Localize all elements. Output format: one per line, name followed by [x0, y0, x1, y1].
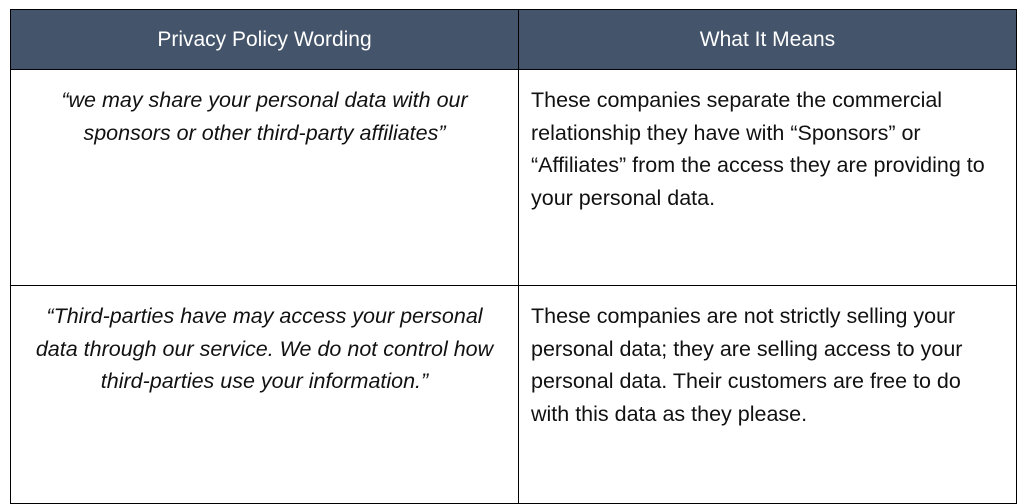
header-privacy-policy-wording: Privacy Policy Wording: [11, 10, 519, 70]
meaning-cell: These companies separate the commercial relationship they have with “Sponsors” or “Affiliates” from the access they are providing to your personal data.: [519, 70, 1017, 286]
meaning-cell: These companies are not strictly selling your personal data; they are selling access to your personal data. Their customers are free to do with this data as they please.: [519, 286, 1017, 504]
privacy-policy-table: [10, 9, 1017, 504]
table-row: [11, 286, 1017, 504]
header-row: [11, 10, 1017, 70]
header-what-it-means: What It Means: [519, 10, 1017, 70]
policy-wording-cell: “we may share your personal data with our sponsors or other third-party affiliates”: [11, 70, 519, 286]
table-body: [11, 70, 1017, 504]
table-row: [11, 70, 1017, 286]
table-header: [11, 10, 1017, 70]
policy-wording-cell: “Third-parties have may access your personal data through our service. We do not control how third-parties use your information.”: [11, 286, 519, 504]
